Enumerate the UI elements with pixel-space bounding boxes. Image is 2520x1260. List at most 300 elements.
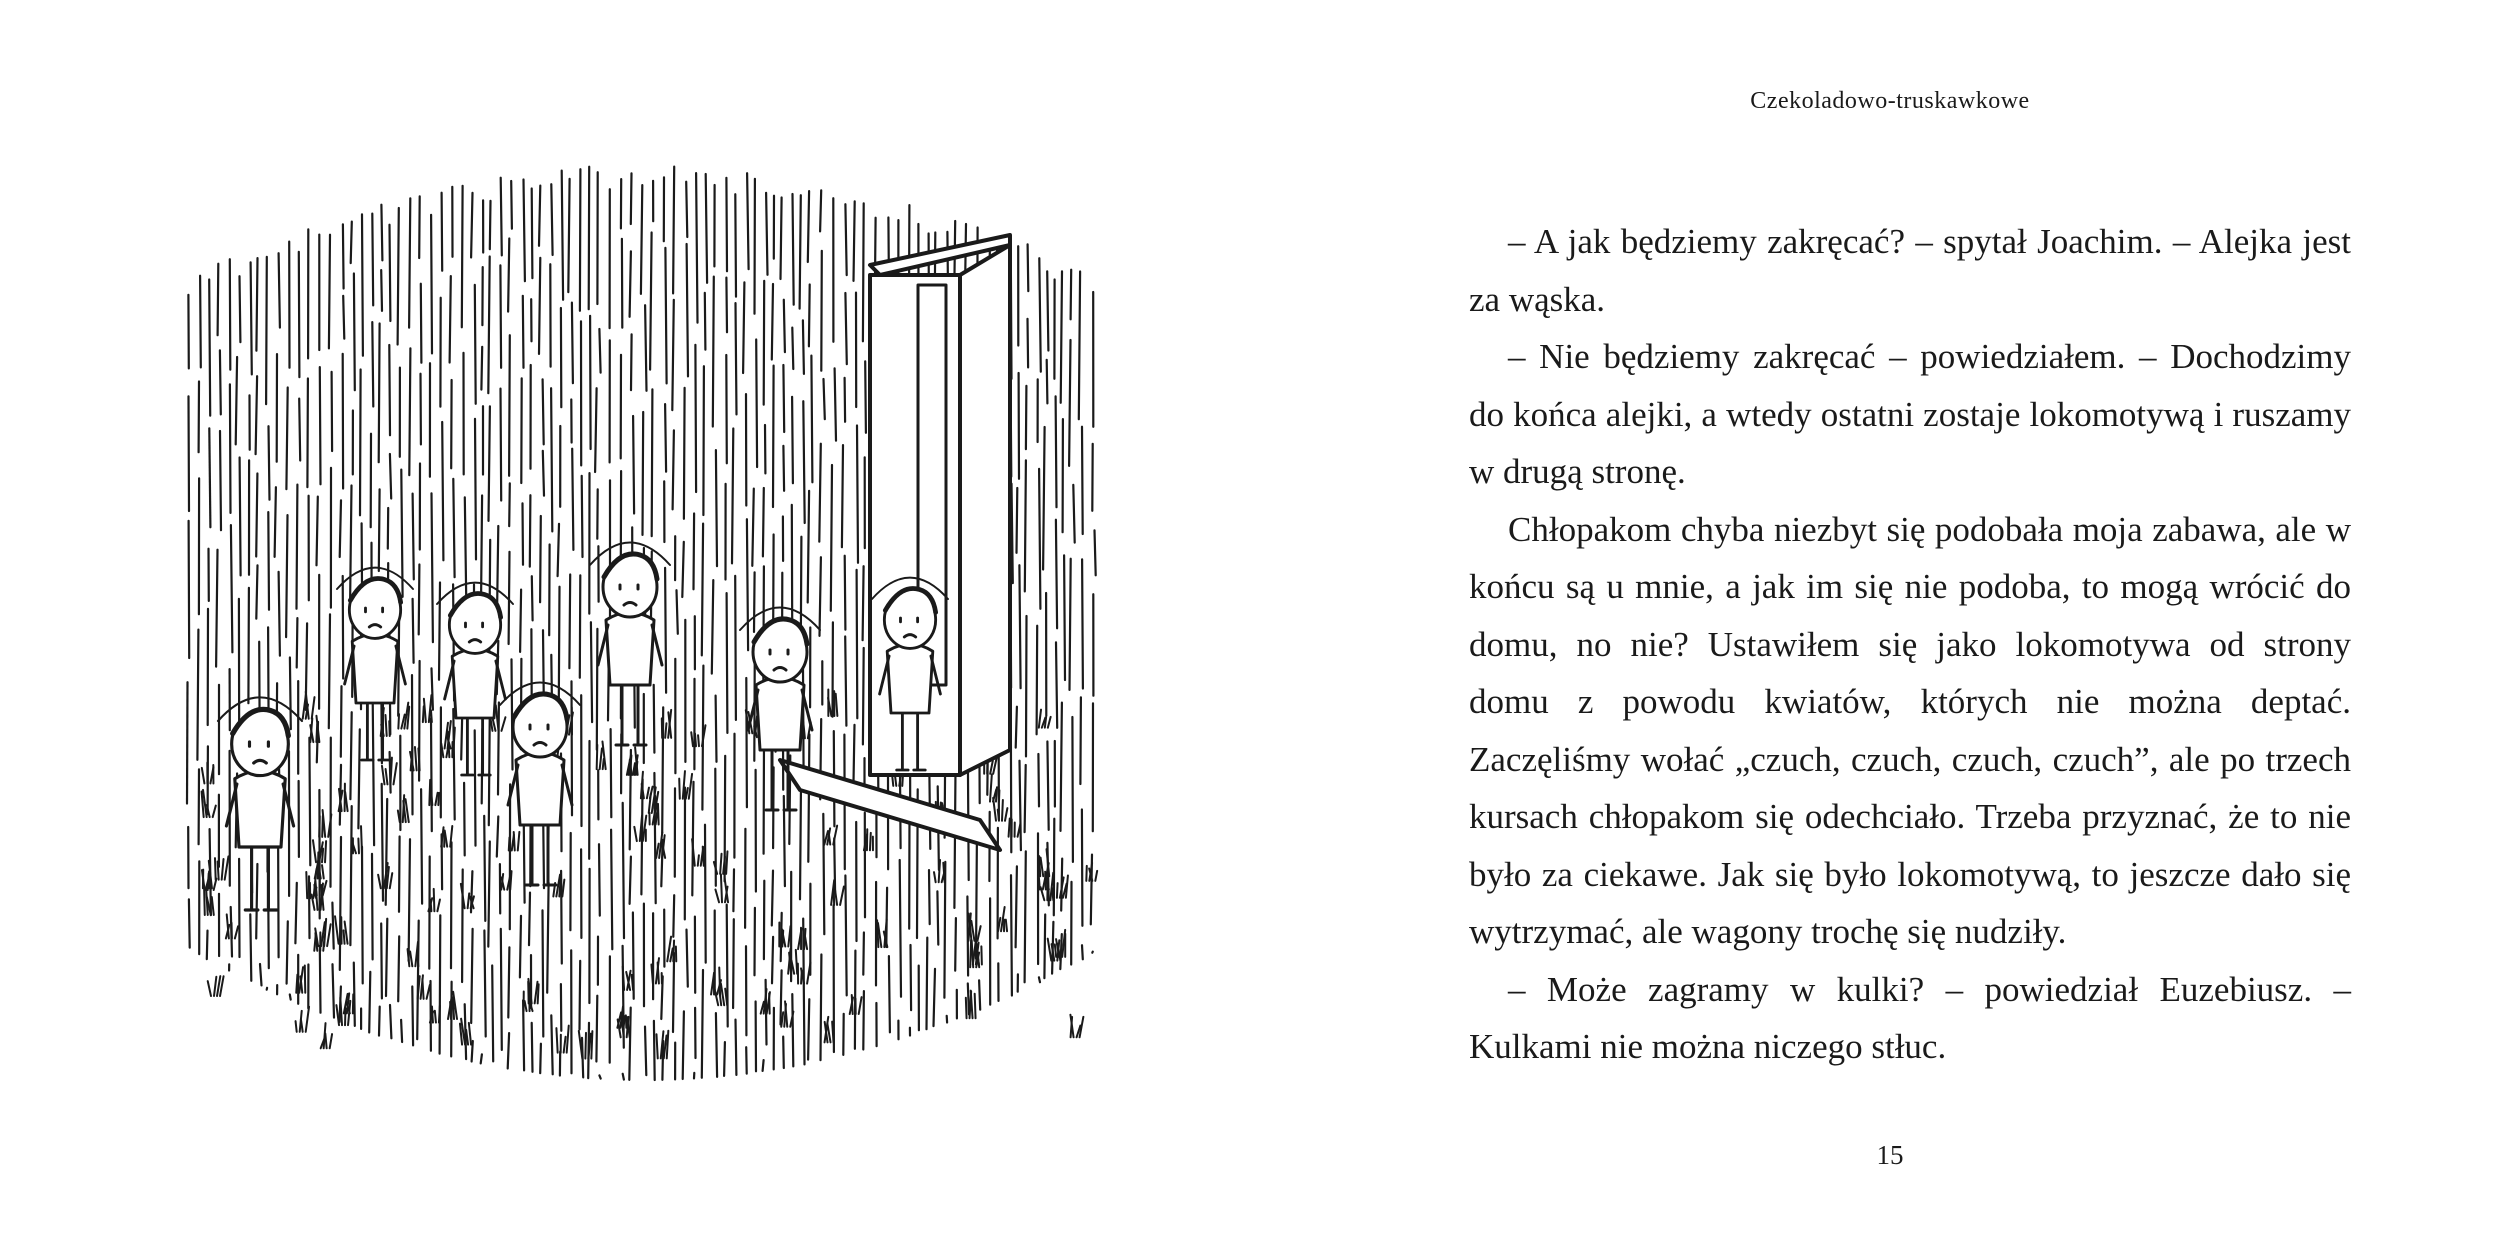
rain-stroke: [595, 388, 597, 472]
rain-stroke: [509, 552, 510, 644]
grass-blade: [939, 860, 940, 882]
grass-blade: [972, 940, 974, 967]
rain-stroke: [863, 566, 864, 640]
rain-stroke: [629, 1008, 630, 1080]
rain-stroke: [543, 910, 544, 1036]
rain-stroke: [373, 699, 374, 845]
rain-stroke: [857, 426, 858, 563]
rain-stroke: [475, 419, 476, 560]
rain-stroke: [369, 972, 370, 1033]
grass-blade: [313, 840, 316, 862]
rain-stroke: [297, 618, 298, 667]
grass-blade: [870, 833, 871, 850]
rain-stroke: [820, 557, 821, 636]
grass-blade: [1057, 883, 1058, 898]
rain-stroke: [1044, 915, 1045, 979]
grass-blade: [469, 1023, 471, 1045]
rain-stroke: [842, 445, 843, 547]
rain-stroke: [341, 686, 342, 757]
rain-stroke: [209, 280, 210, 416]
rain-stroke: [1056, 396, 1057, 507]
rain-stroke: [665, 404, 666, 472]
grass-blade: [235, 926, 238, 938]
rain-stroke: [471, 929, 472, 1023]
rain-stroke: [382, 784, 383, 901]
rain-stroke: [216, 550, 217, 667]
rain-stroke: [551, 388, 552, 531]
grass-blade: [325, 1034, 326, 1049]
rain-stroke: [279, 572, 280, 656]
rain-stroke: [643, 412, 644, 535]
rain-stroke: [299, 399, 300, 461]
rain-stroke: [189, 396, 190, 511]
grass-blade: [210, 875, 211, 890]
rain-stroke: [811, 356, 812, 483]
rain-stroke: [821, 955, 822, 1061]
rain-stroke: [1095, 530, 1096, 575]
rain-stroke: [492, 966, 493, 1062]
rain-stroke: [631, 334, 632, 390]
rain-stroke: [687, 244, 688, 376]
rain-stroke: [450, 276, 451, 362]
grass-blade: [679, 779, 680, 799]
grass-blade: [336, 1005, 339, 1025]
paragraph: – Nie będziemy zakręcać – powiedziałem. – Dochodzimy do końca alejki, a wtedy ostatni zostaje lokomotywą i ruszamy w drugą stronę.: [1469, 337, 2351, 491]
grass-blade: [450, 1002, 451, 1019]
rain-stroke: [684, 388, 685, 519]
rain-stroke: [209, 428, 210, 527]
rain-stroke: [733, 869, 734, 911]
grass-blade: [1066, 875, 1068, 897]
rain-stroke: [350, 806, 351, 945]
grass-blade: [393, 763, 396, 784]
rain-stroke: [763, 1060, 764, 1071]
grass-blade: [647, 788, 649, 799]
rain-stroke: [431, 719, 432, 832]
grass-blade: [424, 699, 426, 722]
grass-blade: [719, 968, 720, 995]
rain-stroke: [189, 899, 190, 947]
rain-stroke: [792, 328, 793, 369]
rain-stroke: [793, 194, 794, 305]
rain-stroke: [295, 883, 296, 944]
rain-stroke: [820, 190, 821, 231]
rain-stroke: [743, 282, 744, 373]
rain-stroke: [773, 366, 774, 507]
rain-stroke: [432, 493, 433, 642]
rain-stroke: [886, 888, 887, 947]
grass-blade: [358, 838, 359, 853]
grass-blade: [832, 1022, 833, 1043]
rain-stroke: [354, 274, 355, 391]
rain-stroke: [187, 682, 188, 803]
rain-stroke: [727, 593, 728, 733]
rain-stroke: [623, 803, 624, 938]
rain-stroke: [652, 389, 653, 536]
rain-stroke: [889, 956, 890, 1032]
rain-stroke: [431, 215, 432, 354]
rain-stroke: [471, 193, 472, 258]
rain-stroke: [256, 864, 257, 939]
rain-stroke: [412, 987, 413, 1046]
rain-stroke: [756, 340, 757, 468]
grass-blade: [597, 745, 598, 769]
rain-stroke: [1047, 742, 1048, 830]
grass-blade: [726, 851, 727, 873]
rain-stroke: [911, 945, 912, 1010]
grass-blade: [649, 794, 651, 813]
rain-stroke: [358, 729, 359, 828]
rain-stroke: [297, 485, 298, 609]
grass-blade: [501, 717, 505, 731]
rain-stroke: [845, 637, 846, 726]
rain-stroke: [696, 173, 697, 323]
rain-stroke: [343, 296, 344, 339]
grass-blade: [603, 759, 604, 769]
grass-blade: [213, 806, 216, 818]
rain-stroke: [399, 837, 400, 912]
rain-stroke: [501, 929, 502, 1050]
grass-blade: [665, 723, 666, 738]
grass-blade: [525, 1001, 527, 1011]
rain-stroke: [286, 515, 287, 637]
grass-blade: [344, 930, 345, 943]
grass-blade: [312, 697, 315, 719]
paragraph: – Może zagramy w kulki? – powiedział Euzebiusz. – Kulkami nie można niczego stłuc.: [1469, 969, 2351, 1066]
rain-stroke: [350, 486, 352, 611]
rain-stroke: [763, 488, 764, 556]
grass-blade: [1006, 920, 1007, 932]
rain-stroke: [716, 450, 717, 566]
rain-stroke: [937, 891, 938, 944]
grass-blade: [564, 1037, 566, 1053]
rain-stroke: [220, 350, 221, 414]
grass-blade: [202, 768, 205, 784]
rain-stroke: [251, 262, 252, 374]
grass-blade: [990, 774, 992, 801]
rain-stroke: [845, 293, 846, 364]
rain-stroke: [705, 293, 706, 350]
rain-stroke: [317, 497, 318, 566]
rain-stroke: [1025, 460, 1026, 591]
rain-stroke: [784, 300, 785, 352]
rain-stroke: [580, 575, 581, 677]
rain-stroke: [320, 367, 321, 484]
rain-stroke: [955, 918, 956, 971]
rain-stroke: [863, 933, 864, 975]
rain-stroke: [590, 316, 591, 449]
rain-stroke: [484, 931, 485, 1037]
grass-blade: [322, 865, 324, 878]
page-number: 15: [1876, 1140, 1904, 1170]
rain-stroke: [1069, 340, 1070, 466]
grass-blade: [435, 793, 437, 805]
rain-stroke: [256, 565, 257, 618]
rain-stroke: [673, 167, 674, 294]
rain-stroke: [819, 444, 821, 542]
grass-blade: [1052, 888, 1053, 900]
rain-stroke: [580, 169, 581, 311]
rain-stroke: [1039, 258, 1041, 372]
rain-stroke: [808, 999, 809, 1059]
rain-stroke: [569, 575, 570, 669]
grass-blade: [990, 761, 993, 774]
rain-stroke: [207, 931, 208, 960]
rain-stroke: [703, 366, 704, 515]
rain-stroke: [976, 826, 977, 959]
grass-blade: [215, 858, 216, 880]
rain-stroke: [442, 422, 443, 560]
grass-blade: [439, 1006, 440, 1023]
grass-blade: [1095, 871, 1097, 881]
rain-stroke: [451, 842, 452, 968]
rain-stroke: [1047, 271, 1048, 350]
rain-stroke: [654, 1021, 655, 1080]
grass-blade: [634, 827, 636, 841]
rain-stroke: [705, 825, 706, 963]
grass-blade: [437, 900, 440, 912]
rain-stroke: [821, 251, 822, 371]
rain-stroke: [677, 590, 678, 634]
rain-stroke: [800, 783, 801, 900]
rain-stroke: [332, 372, 333, 451]
grass-blade: [410, 952, 412, 967]
rain-stroke: [497, 817, 499, 857]
rain-stroke: [1026, 616, 1027, 756]
rain-stroke: [752, 489, 754, 566]
rain-stroke: [754, 572, 755, 632]
grass-blade: [319, 816, 320, 837]
rain-stroke: [231, 525, 233, 652]
rain-stroke: [509, 483, 510, 526]
grass-blade: [656, 1034, 657, 1058]
rain-stroke: [702, 524, 703, 656]
grass-blade: [432, 1006, 433, 1022]
rain-stroke: [682, 542, 684, 597]
grass-blade: [418, 748, 419, 770]
rain-stroke: [1038, 754, 1039, 806]
rain-stroke: [641, 185, 642, 294]
rain-stroke: [747, 173, 749, 269]
rain-stroke: [440, 915, 441, 1053]
grass-blade: [214, 977, 216, 996]
rain-stroke: [543, 451, 544, 496]
rain-stroke: [702, 970, 703, 1078]
grass-blade: [1002, 800, 1003, 821]
grass-blade: [518, 832, 520, 851]
rain-stroke: [934, 969, 936, 1026]
rain-stroke: [256, 258, 257, 351]
rain-stroke: [673, 953, 674, 1032]
grass-blade: [998, 810, 999, 821]
rain-stroke: [240, 276, 241, 342]
rain-stroke: [489, 406, 490, 521]
rain-stroke: [809, 285, 810, 347]
rain-stroke: [462, 186, 463, 327]
rain-stroke: [654, 685, 655, 753]
rain-stroke: [801, 537, 802, 626]
rain-stroke: [1037, 626, 1038, 735]
grass-blade: [977, 926, 980, 941]
rain-stroke: [340, 837, 341, 970]
rain-stroke: [736, 1020, 737, 1075]
rain-stroke: [1028, 319, 1029, 368]
grass-blade: [435, 1011, 436, 1023]
rain-stroke: [511, 181, 512, 229]
rain-stroke: [1061, 271, 1062, 402]
rain-stroke: [343, 224, 344, 288]
rain-stroke: [1039, 977, 1040, 982]
rain-stroke: [561, 871, 562, 964]
rain-stroke: [1073, 485, 1074, 543]
rain-stroke: [475, 730, 476, 845]
rain-stroke: [419, 196, 420, 258]
rain-stroke: [772, 937, 773, 983]
rain-stroke: [808, 735, 809, 862]
rain-stroke: [1039, 469, 1040, 609]
grass-blade: [840, 886, 844, 904]
rain-stroke: [484, 816, 485, 921]
rain-stroke: [465, 497, 466, 596]
rain-stroke: [409, 348, 410, 475]
rain-stroke: [523, 503, 524, 564]
grass-blade: [600, 748, 602, 769]
rain-stroke: [386, 919, 387, 996]
rain-stroke: [845, 204, 846, 275]
rain-stroke: [746, 1047, 747, 1073]
rain-stroke: [746, 678, 747, 807]
grass-blade: [556, 1028, 557, 1053]
rain-stroke: [673, 430, 674, 509]
grass-blade: [429, 780, 430, 805]
grass-blade: [686, 788, 688, 799]
grass-blade: [562, 880, 564, 897]
rain-stroke: [831, 465, 832, 611]
rain-stroke: [236, 357, 237, 444]
rain-stroke: [845, 378, 846, 422]
grass-blade: [398, 714, 399, 728]
rain-stroke: [792, 397, 793, 483]
rain-stroke: [260, 964, 262, 985]
running-header: Czekoladowo-truskawkowe: [1750, 88, 2030, 114]
rain-stroke: [1082, 427, 1083, 534]
rain-stroke: [524, 180, 525, 282]
rain-stroke: [401, 1020, 402, 1042]
rain-stroke: [520, 590, 521, 652]
rain-stroke: [532, 1023, 533, 1072]
rain-stroke: [539, 186, 540, 246]
grass-blade: [836, 694, 838, 716]
rain-stroke: [490, 201, 491, 249]
rain-stroke: [1071, 270, 1072, 320]
rain-stroke: [1047, 360, 1048, 404]
rain-stroke: [1072, 717, 1073, 862]
grass-blade: [623, 966, 624, 990]
grass-blade: [559, 879, 560, 896]
rain-stroke: [863, 648, 864, 744]
rain-stroke: [390, 1005, 391, 1038]
grass-blade: [510, 871, 511, 890]
rain-stroke: [650, 233, 652, 370]
grass-blade: [715, 889, 719, 902]
rain-stroke: [929, 870, 930, 924]
rain-stroke: [713, 277, 714, 427]
grass-blade: [658, 804, 659, 825]
rain-stroke: [673, 895, 674, 937]
rain-stroke: [857, 570, 858, 718]
grass-blade: [385, 715, 386, 736]
grass-blade: [386, 769, 388, 784]
rain-stroke: [501, 178, 502, 256]
rain-stroke: [309, 738, 310, 866]
rain-stroke: [611, 729, 612, 817]
grass-blade: [438, 793, 439, 805]
grass-blade: [431, 710, 432, 722]
rain-stroke: [290, 658, 291, 730]
rain-stroke: [266, 257, 267, 404]
grass-blade: [322, 849, 323, 863]
rain-stroke: [1025, 765, 1026, 832]
rain-stroke: [1026, 386, 1027, 449]
child-figure: [337, 568, 413, 760]
rain-stroke: [269, 426, 270, 500]
grass-blade: [1055, 944, 1056, 956]
grass-blade: [769, 993, 770, 1013]
rain-stroke: [1056, 642, 1057, 727]
rain-stroke: [724, 1042, 725, 1076]
rain-stroke: [1043, 427, 1045, 570]
grass-blade: [835, 890, 837, 905]
grass-blade: [859, 997, 862, 1014]
rain-stroke: [362, 847, 363, 984]
rain-stroke: [1061, 703, 1062, 831]
rain-stroke: [1016, 707, 1017, 748]
rain-stroke: [453, 709, 454, 820]
rain-stroke: [379, 324, 380, 463]
grass-blade: [698, 735, 699, 746]
grass-blade: [1039, 873, 1040, 889]
grass-blade: [306, 872, 307, 898]
rain-stroke: [307, 379, 308, 488]
grass-blade: [943, 863, 944, 883]
rain-stroke: [835, 368, 836, 440]
rain-stroke: [498, 703, 499, 795]
grass-blade: [382, 766, 385, 784]
grass-blade: [1009, 818, 1010, 836]
rain-stroke: [256, 474, 257, 557]
rain-stroke: [390, 454, 391, 499]
rain-stroke: [508, 947, 509, 1017]
rain-stroke: [712, 580, 714, 674]
rain-stroke: [735, 194, 736, 296]
grass-blade: [423, 706, 424, 722]
rain-stroke: [735, 576, 736, 720]
rain-stroke: [630, 857, 631, 904]
grass-blade: [415, 747, 417, 770]
grass-blade: [222, 859, 224, 880]
rain-stroke: [333, 964, 335, 1017]
grass-blade: [454, 728, 455, 749]
rain-stroke: [481, 1054, 482, 1063]
rain-stroke: [854, 201, 855, 281]
rain-stroke: [845, 876, 846, 996]
grass-blade: [1048, 717, 1051, 728]
rain-stroke: [726, 178, 727, 271]
grass-blade: [431, 791, 432, 805]
rain-stroke: [532, 189, 533, 279]
grass-blade: [390, 758, 391, 785]
grass-blade: [695, 734, 696, 747]
